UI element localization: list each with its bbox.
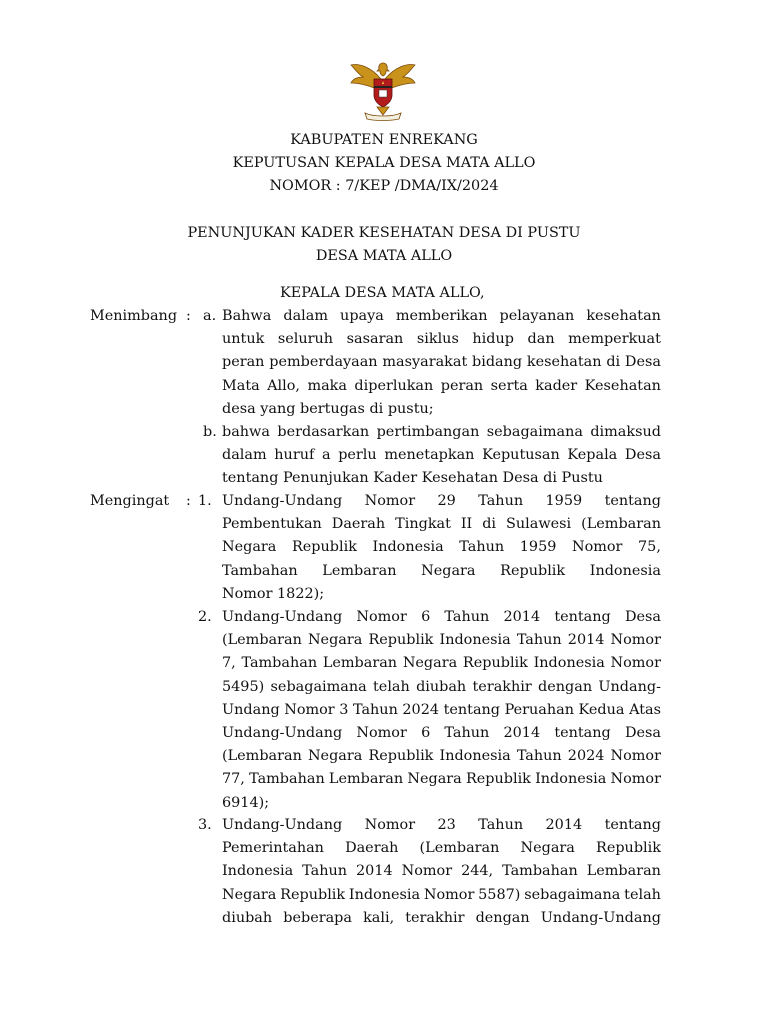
word: dalam — [222, 447, 267, 464]
word: peran — [440, 377, 484, 394]
menimbang-item-a — [222, 305, 661, 421]
text-line — [222, 745, 661, 768]
text-line — [222, 328, 661, 351]
text-line — [222, 606, 661, 629]
word: hidup — [472, 331, 514, 348]
word: Nomor — [284, 701, 335, 718]
subject-line-1: PENUNJUKAN KADER KESEHATAN DESA DI PUSTU — [187, 225, 581, 241]
text-line — [222, 421, 661, 444]
word: Indonesia — [533, 655, 605, 672]
text-line — [222, 676, 661, 699]
word: Desa — [624, 724, 661, 741]
word: 244, — [461, 863, 494, 880]
text-line — [222, 375, 661, 398]
word: Nomor — [610, 771, 661, 788]
word: siklus — [416, 331, 459, 348]
word: Desa — [624, 609, 661, 625]
menimbang-item-b — [222, 421, 661, 491]
word: Undang-Undang — [222, 493, 343, 509]
text-line — [222, 837, 661, 860]
word: dan — [527, 331, 555, 348]
word: 2024 — [402, 701, 440, 718]
word: terakhir — [472, 678, 532, 695]
word: Mata — [222, 377, 260, 394]
word: Keputusan — [482, 447, 560, 464]
word: 5587) — [478, 886, 521, 903]
word: (Lembaran — [419, 840, 500, 857]
word: Tahun — [516, 632, 562, 649]
word: Indonesia — [439, 748, 511, 765]
word: Republik — [500, 562, 566, 579]
word: sebagaimana — [486, 424, 583, 440]
word: seluruh — [277, 331, 334, 348]
text-line — [222, 560, 661, 583]
word: tentang — [604, 493, 661, 509]
decree-title: KEPUTUSAN KEPALA DESA MATA ALLO — [232, 155, 536, 171]
word: Tahun — [352, 701, 398, 718]
text-line: tentang Penunjukan Kader Kesehatan Desa di Pustu — [222, 470, 603, 487]
word: dalam — [283, 308, 328, 324]
word: telah — [373, 678, 410, 695]
word: terakhir — [405, 909, 465, 926]
word: Tahun — [444, 609, 490, 625]
word: kali, — [363, 909, 395, 926]
word: Lembaran — [322, 655, 398, 672]
word: Republik — [465, 771, 531, 788]
word: Undang-Undang — [222, 724, 343, 741]
word: Allo, — [267, 377, 300, 394]
mengingat-label: Mengingat — [90, 493, 170, 509]
word: a — [321, 447, 331, 464]
word: Daerah — [345, 840, 399, 857]
text-line — [222, 513, 661, 536]
word: Lembaran — [586, 863, 661, 880]
word: Nomor — [610, 748, 661, 765]
word: 7, — [222, 655, 236, 672]
word: untuk — [222, 331, 265, 348]
word: 2024 — [567, 748, 605, 765]
word: 23 — [437, 817, 456, 833]
word: Lembaran — [328, 771, 404, 788]
item-marker-2: 2. — [198, 609, 212, 625]
word: Indonesia — [535, 771, 607, 788]
word: Nomor — [423, 886, 475, 903]
word: 2014 — [545, 817, 583, 833]
word: dengan — [475, 909, 530, 926]
item-marker-1: 1. — [198, 493, 212, 509]
word: sebagaimana — [270, 678, 367, 695]
word: Tambahan — [502, 863, 578, 880]
word: tentang — [604, 817, 661, 833]
word: Nomor — [610, 655, 661, 672]
word: Nomor — [356, 724, 407, 741]
word: Nomor — [356, 609, 407, 625]
item-marker-3: 3. — [198, 817, 212, 833]
word: peran — [222, 354, 265, 371]
issuer: KEPALA DESA MATA ALLO, — [280, 285, 485, 301]
word: Negara — [307, 632, 363, 649]
word: Tahun — [302, 863, 348, 880]
word: Nomor — [364, 817, 416, 833]
word: Kedua — [578, 701, 625, 718]
text-line — [222, 860, 661, 883]
text-line — [222, 814, 661, 837]
word: di — [606, 354, 621, 371]
word: Negara — [307, 748, 363, 765]
word: 6 — [421, 609, 431, 625]
word: Tambahan — [249, 771, 325, 788]
word: menetapkan — [384, 447, 475, 464]
word: pelayanan — [499, 308, 575, 324]
word: perlu — [338, 447, 377, 464]
word: 2014 — [503, 609, 541, 625]
word: huruf — [274, 447, 315, 464]
text-line — [222, 652, 661, 675]
word: Nomor — [364, 493, 416, 509]
word: beberapa — [283, 909, 352, 926]
word: Republik — [368, 748, 434, 765]
word: Tahun — [516, 748, 562, 765]
word: masyarakat — [382, 354, 468, 371]
word: 75, — [638, 539, 661, 556]
word: Undang-Undang — [222, 817, 343, 833]
word: 29 — [437, 493, 456, 509]
word: II — [460, 516, 473, 533]
word: 1959 — [519, 539, 557, 556]
word: Indonesia — [439, 632, 511, 649]
text-line — [222, 768, 661, 791]
word: (Lembaran — [222, 632, 302, 649]
word: Republik — [368, 632, 434, 649]
word: 77, — [222, 771, 245, 788]
word: di — [482, 516, 497, 533]
word: sebagaimana — [524, 886, 621, 903]
decree-number: NOMOR : 7/KEP /DMA/IX/2024 — [269, 178, 499, 194]
mengingat-item-1 — [222, 490, 661, 606]
word: Republik — [595, 840, 661, 857]
word: Kesehatan — [584, 377, 661, 394]
text-line — [222, 536, 661, 559]
subject-line-2: DESA MATA ALLO — [315, 248, 453, 264]
text-line: 6914); — [222, 794, 270, 811]
word: maka — [307, 377, 347, 394]
text-line — [222, 351, 661, 374]
word: Negara — [520, 840, 575, 857]
word: Republik — [280, 886, 346, 903]
word: Tahun — [444, 724, 490, 741]
word: dimaksud — [590, 424, 661, 440]
word: Peruahan — [504, 701, 574, 718]
word: Tahun — [478, 493, 524, 509]
word: kesehatan — [586, 308, 661, 324]
word: Desa — [624, 447, 661, 464]
text-line — [222, 490, 661, 513]
text-line — [222, 907, 661, 930]
word: Indonesia — [372, 539, 444, 556]
word: 2014 — [567, 632, 605, 649]
word: 6 — [421, 724, 431, 741]
word: pertimbangan — [376, 424, 480, 440]
text-line — [222, 444, 661, 467]
word: upaya — [340, 308, 384, 324]
word: Pembentukan — [222, 516, 322, 533]
word: Negara — [222, 886, 277, 903]
word: pemberdayaan — [269, 354, 378, 371]
word: serta — [490, 377, 528, 394]
word: Undang- — [598, 678, 661, 695]
word: Tahun — [478, 817, 524, 833]
word: berdasarkan — [277, 424, 370, 440]
word: bidang — [472, 354, 523, 371]
garuda-emblem-icon — [347, 57, 419, 121]
word: (Lembaran — [222, 748, 302, 765]
word: Nomor — [401, 863, 453, 880]
word: Sulawesi — [506, 516, 572, 533]
word: bahwa — [222, 424, 270, 440]
word: Undang — [222, 701, 280, 718]
mengingat-item-2 — [222, 606, 661, 815]
item-marker-a: a. — [203, 308, 217, 324]
word: Republik — [291, 539, 357, 556]
word: diubah — [416, 678, 467, 695]
word: 2014 — [503, 724, 541, 741]
word: Negara — [407, 771, 462, 788]
text-line: Nomor 1822); — [222, 585, 325, 602]
word: diperlukan — [354, 377, 434, 394]
word: 2014 — [356, 863, 393, 880]
word: Nomor — [571, 539, 623, 556]
text-line — [222, 884, 661, 907]
word: Pemerintahan — [222, 840, 324, 857]
word: Indonesia — [589, 562, 661, 579]
word: sasaran — [346, 331, 404, 348]
word: 5495) — [222, 678, 265, 695]
word: Undang-Undang — [540, 909, 661, 926]
menimbang-label: Menimbang — [90, 308, 178, 324]
text-line — [222, 722, 661, 745]
text-line — [222, 305, 661, 328]
word: Undang-Undang — [222, 609, 343, 625]
word: Negara — [402, 655, 458, 672]
text-line — [222, 629, 661, 652]
word: memberikan — [395, 308, 488, 324]
word: Lembaran — [322, 562, 397, 579]
word: Tahun — [459, 539, 505, 556]
word: dengan — [538, 678, 593, 695]
word: 1959 — [545, 493, 583, 509]
word: Tambahan — [222, 562, 298, 579]
word: Negara — [421, 562, 476, 579]
mengingat-colon: : — [186, 493, 191, 509]
word: Indonesia — [348, 886, 421, 903]
word: Negara — [222, 539, 277, 556]
word: Tingkat — [395, 516, 451, 533]
word: kader — [535, 377, 578, 394]
word: Republik — [462, 655, 528, 672]
word: Bahwa — [222, 308, 272, 324]
word: Indonesia — [222, 863, 294, 880]
mengingat-item-3 — [222, 814, 661, 930]
word: tentang — [554, 609, 611, 625]
word: telah — [624, 886, 661, 903]
text-line: desa yang bertugas di pustu; — [222, 400, 434, 417]
item-marker-b: b. — [203, 424, 217, 440]
word: Atas — [629, 701, 661, 718]
word: Kepala — [567, 447, 618, 464]
word: tentang — [554, 724, 611, 741]
word: kesehatan — [526, 354, 602, 371]
word: memperkuat — [568, 331, 661, 348]
word: 3 — [339, 701, 349, 718]
word: (Lembaran — [581, 516, 661, 533]
word: Desa — [624, 354, 661, 371]
menimbang-colon: : — [186, 308, 191, 324]
word: Nomor — [610, 632, 661, 649]
word: diubah — [222, 909, 273, 926]
text-line — [222, 699, 661, 722]
word: Tambahan — [241, 655, 318, 672]
word: tentang — [443, 701, 501, 718]
regency-name: KABUPATEN ENREKANG — [290, 132, 478, 148]
word: Daerah — [331, 516, 386, 533]
